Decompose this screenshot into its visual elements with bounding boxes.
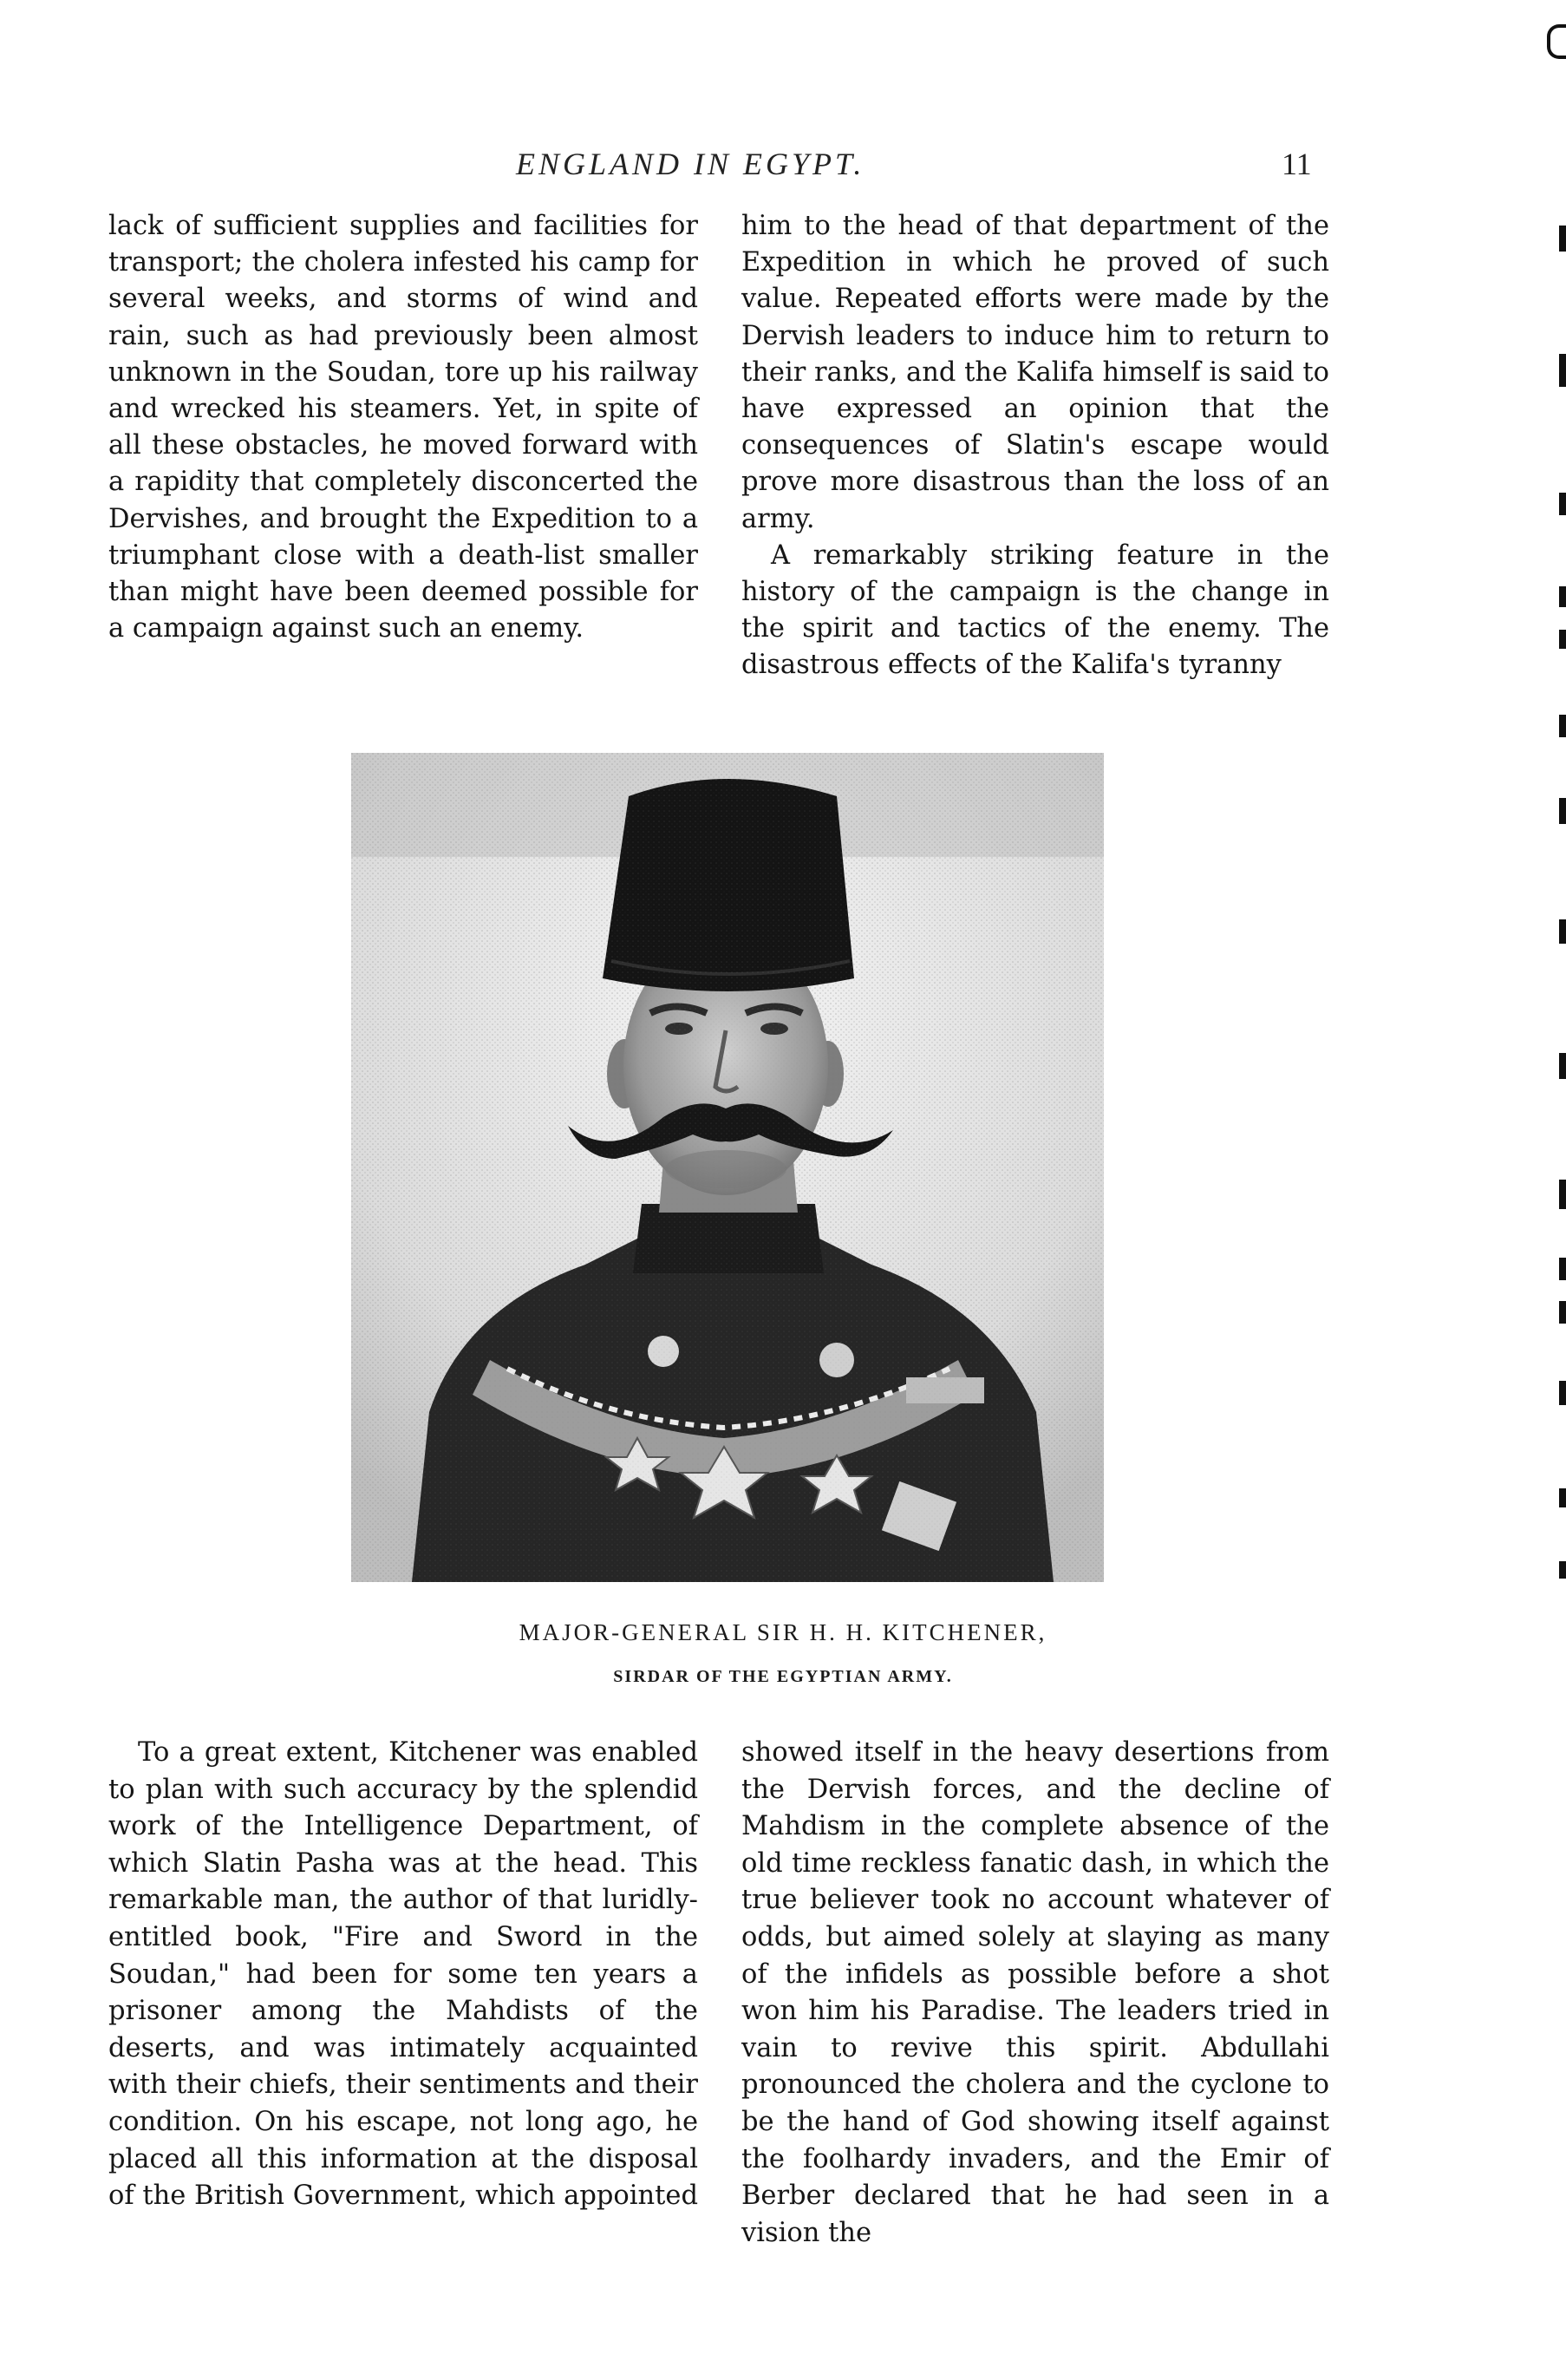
figure-caption: MAJOR-GENERAL SIR H. H. KITCHENER, xyxy=(519,1619,1047,1645)
adjacent-page-text-fragments xyxy=(1543,0,1566,2380)
paragraph: him to the head of that department of the Expedition in which he proved of such value. Repeated efforts were made by the Dervish leaders to induce him to return to their ranks, and the Kalifa himself is said to have expressed an opinion that the consequences of Slatin's escape would prove more disastrous than the loss of an army. xyxy=(741,211,1329,534)
running-title: ENGLAND IN EGYPT. xyxy=(516,147,865,181)
figure-subcaption: SIRDAR OF THE EGYPTIAN ARMY. xyxy=(613,1667,953,1686)
paragraph: To a great extent, Kitchener was enabled to plan with such accuracy by the splendid work of the Intelligence Department, of which Slatin Pasha was at the head. This remarkable man, the author of that luridly-entitled book, "Fire and Sword in the Soudan," had been for some ten years a prisoner among the Mahdists of the deserts, and was intimately acquainted with their chiefs, their sentiments and their condition. On his escape, not long ago, he placed all this information at the disposal of the British Government, which appointed xyxy=(108,1737,698,2212)
text-column-bottom-right: showed itself in the heavy desertions from the Dervish forces, and the decline of Mahdism in the complete absence of the old time reckless fanatic dash, in which the true believer took no account whatever of odds, but aimed solely at slaying as many of the infidels as possible before a shot won him his Paradise. The leaders tried in vain to revive this spirit. Abdullahi pronounced the cholera and the cyclone to be the hand of God showing itself against the foolhardy invaders, and the Emir of Berber declared that he had seen in a vision the xyxy=(741,1737,1329,2248)
text-column-bottom-left xyxy=(108,1735,698,2215)
paragraph: A remarkably striking feature in the history of the campaign is the change in the spirit and tactics of the enemy. The disastrous effects of the Kalifa's tyranny xyxy=(741,539,1329,681)
page-number: 11 xyxy=(1282,147,1312,181)
text-column-top-left: lack of sufficient supplies and facilities for transport; the cholera infested his camp for several weeks, and storms of wind and rain, such as had previously been almost unknown in the Soudan, tore up his railway and wrecked his steamers. Yet, in spite of all these obstacles, he moved forward with a rapidity that completely disconcerted the Dervishes, and brought the Expedition to a triumphant close with a death-list smaller than might have been deemed possible for a campaign against such an enemy. xyxy=(108,211,698,644)
running-head xyxy=(0,146,1566,189)
text-column-top-right xyxy=(741,208,1329,684)
portrait-photograph xyxy=(351,753,1104,1582)
